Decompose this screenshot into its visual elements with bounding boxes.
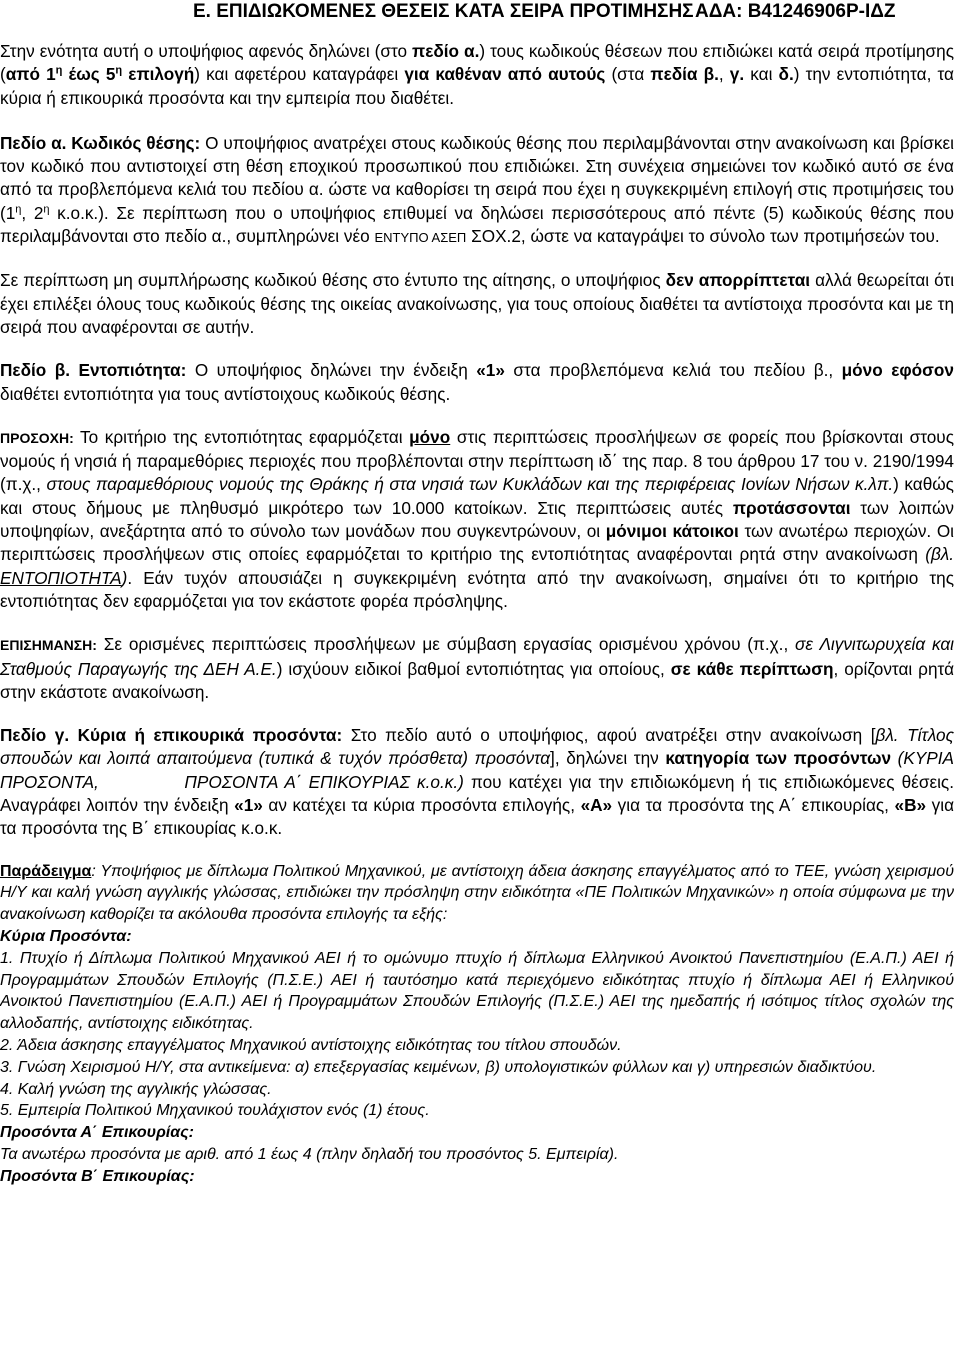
intro-paragraph: Στην ενότητα αυτή ο υποψήφιος αφενός δηλώνει (στο πεδίο α.) τους κωδικούς θέσεων που επιδιώκει κατά σειρά προτίμησης (από $1^\eta$ έως $5^\eta$ επιλογή) και αφετέρου καταγράφει για καθέναν από αυτούς (στα πεδία β., γ. και δ.) την εντοπιότητα, τα κύρια ή επικουρικά προσόντα και την εμπειρία που διαθέτει.: [0, 41, 954, 108]
page-header: [0, 0, 960, 26]
qualification-item-3: 3. Γνώση Χειρισμού Η/Υ, στα αντικείμενα: α) επεξεργασίας κειμένων, β) υπολογιστικών φύλλων και γ) υπηρεσιών διαδικτύου.: [0, 1058, 877, 1076]
note-paragraph: ΕΠΙΣΗΜΑΝΣΗ: Σε ορισμένες περιπτώσεις προσλήψεων με σύμβαση εργασίας ορισμένου χρόνου (π.χ., σε Λιγνιτωρυχεία και Σταθμούς Παραγωγής της ΔΕΗ Α.Ε.) ισχύουν ειδικοί βαθμοί εντοπιότητας για οποίους, σε κάθε περίπτωση, ορίζονται ρητά στην εκάστοτε ανακοίνωση.: [0, 634, 955, 702]
qualification-item-5: 5. Εμπειρία Πολιτικού Μηχανικού τουλάχιστον ενός (1) έτους.: [0, 1102, 430, 1120]
section-title: Ε. ΕΠΙΔΙΩΚΟΜΕΝΕΣ ΘΕΣΕΙΣ ΚΑΤΑ ΣΕΙΡΑ ΠΡΟΤΙΜΗΣΗΣ: [193, 1, 694, 22]
field-c-paragraph: Πεδίο γ. Κύρια ή επικουρικά προσόντα: Στο πεδίο αυτό ο υποψήφιος, αφού ανατρέξει στην ανακοίνωση [βλ. Τίτλος σπουδών και λοιπά απαιτούμενα (τυπικά & τυχόν πρόσθετα) προσόντα], δηλώνει την κατηγορία των προσόντων (ΚΥΡΙΑ ΠΡΟΣΟΝΤΑ, ΠΡΟΣΟΝΤΑ Α΄ ΕΠΙΚΟΥΡΙΑΣ κ.ο.κ.) που κατέχει για την επιδιωκόμενη ή τις επιδιωκόμενες θέσεις. Αναγράφει λοιπόν την ένδειξη «1» αν κατέχει τα κύρια προσόντα επιλογής, «Α» για τα προσόντα της Α΄ επικουρίας, «Β» για τα προσόντα της Β΄ επικουρίας κ.ο.κ.: [0, 725, 959, 839]
a-support-heading: Προσόντα Α΄ Επικουρίας:: [0, 1124, 194, 1142]
a-support-text: Τα ανωτέρω προσόντα με αριθ. από 1 έως 4 (πλην δηλαδή του προσόντος 5. Εμπειρία).: [0, 1145, 619, 1163]
qualification-item-4: 4. Καλή γνώση της αγγλικής γλώσσας.: [0, 1080, 272, 1098]
ada-code: ΑΔΑ: Β41246906Ρ-ΙΔΖ: [695, 1, 896, 22]
qualification-item-1: 1. Πτυχίο ή Δίπλωμα Πολιτικού Μηχανικού ΑΕΙ ή το ομώνυμο πτυχίο ή δίπλωμα Ελληνικού Ανοικτού Πανεπιστημίου (Ε.Α.Π.) ΑΕΙ ή Προγραμμάτων Σπουδών Επιλογής (Π.Σ.Ε.) ΑΕΙ ή ταυτόσημο κατά περιεχόμενο ειδικότητας πτυχίο ή δίπλωμα ΑΕΙ ή Ελληνικού Ανοικτού Πανεπιστημίου (Ε.Α.Π.) ΑΕΙ ή Προγραμμάτων Σπουδών Επιλογής (Π.Σ.Ε.) ΑΕΙ της ημεδαπής ή ισότιμος τίτλος σχολών της αλλοδαπής, αντίστοιχης ειδικότητας.: [0, 949, 954, 1033]
no-code-paragraph: Σε περίπτωση μη συμπλήρωσης κωδικού θέσης στο έντυπο της αίτησης, ο υποψήφιος δεν απορρίπτεται αλλά θεωρείται ότι έχει επιλέξει όλους τους κωδικούς θέσης της οικείας ανακοίνωσης, για τους οποίους διαθέτει τα αντίστοιχα προσόντα και με τη σειρά που αναφέρονται σε αυτήν.: [0, 270, 955, 337]
main-qualifications-heading: Κύρια Προσόντα:: [0, 928, 132, 945]
b-support-heading: Προσόντα Β΄ Επικουρίας:: [0, 1167, 195, 1185]
attention-paragraph: ΠΡΟΣΟΧΗ: Το κριτήριο της εντοπιότητας εφαρμόζεται μόνο στις περιπτώσεις προσλήψεων σε φορείς που βρίσκονται στους νομούς ή νησιά ή παραμεθόριες περιοχές που προβλέπονται στην περίπτωση ιδ΄ της παρ. 8 του άρθρου 17 του ν. 2190/1994 (π.χ., στους παραμεθόριους νομούς της Θράκης ή στα νησιά των Κυκλάδων και της περιφέρειας Ιονίων Νήσων κ.λπ.) καθώς και στους δήμους με πληθυσμό μικρότερο των 10.000 κατοίκων. Στις περιπτώσεις αυτές προτάσσονται των λοιπών υποψηφίων, ανεξάρτητα από το σύνολο των μονάδων που συγκεντρώνουν, οι μόνιμοι κάτοικοι των ανωτέρω περιοχών. Οι περιπτώσεις προσλήψεων στις οποίες εφαρμόζεται το κριτήριο της εντοπιότητας αναφέρονται ρητά στην ανακοίνωση (βλ. ΕΝΤΟΠΙΟΤΗΤΑ). Εάν τυχόν απουσιάζει η συγκεκριμένη ενότητα από την ανακοίνωση, σημαίνει ότι το κριτήριο της εντοπιότητας δεν εφαρμόζεται για τον εκάστοτε φορέα πρόσληψης.: [0, 426, 955, 611]
example-intro: Παράδειγμα: Υποψήφιος με δίπλωμα Πολιτικού Μηχανικού, με αντίστοιχη άδεια άσκησης επαγγέλματος από το ΤΕΕ, γνώση χειρισμού Η/Υ και καλή γνώση αγγλικής γλώσσας, επιδιώκει την πρόσληψη στην ειδικότητα «ΠΕ Πολιτικών Μηχανικών» η οποία σύμφωνα με την ανακοίνωση καθορίζει τα ακόλουθα προσόντα επιλογής τα εξής:: [0, 862, 954, 924]
document-body: [0, 40, 960, 1188]
field-b-paragraph: Πεδίο β. Εντοπιότητα: Ο υποψήφιος δηλώνει την ένδειξη «1» στα προβλεπόμενα κελιά του πεδίου β., μόνο εφόσον διαθέτει εντοπιότητα για τους αντίστοιχους κωδικούς θέσης.: [0, 360, 954, 404]
qualification-item-2: 2. Άδεια άσκησης επαγγέλματος Μηχανικού αντίστοιχης ειδικότητας του τίτλου σπουδών.: [0, 1036, 622, 1054]
field-a-paragraph: Πεδίο α. Κωδικός θέσης: Ο υποψήφιος ανατρέχει στους κωδικούς θέσης που περιλαμβάνονται στην ανακοίνωση και βρίσκει τον κωδικό που αντιστοιχεί στη θέση εποχικού προσωπικού που επιδιώκει. Στη συνέχεια σημειώνει τον κωδικό αυτό σε ένα από τα προβλεπόμενα κελιά του πεδίου α. ώστε να καθορίσει τη σειρά που έχει η συγκεκριμένη επιλογή στις προτιμήσεις του ($1^\eta$, $2^\eta$ κ.ο.κ.). Σε περίπτωση που ο υποψήφιος επιθυμεί να δηλώσει περισσότερους από πέντε (5) κωδικούς θέσης που περιλαμβάνονται στο πεδίο α., συμπληρώνει νέο ΕΝΤΥΠΟ ΑΣΕΠ ΣΟΧ.2, ώστε να καταγράψει το σύνολο των προτιμήσεών του.: [0, 132, 955, 247]
